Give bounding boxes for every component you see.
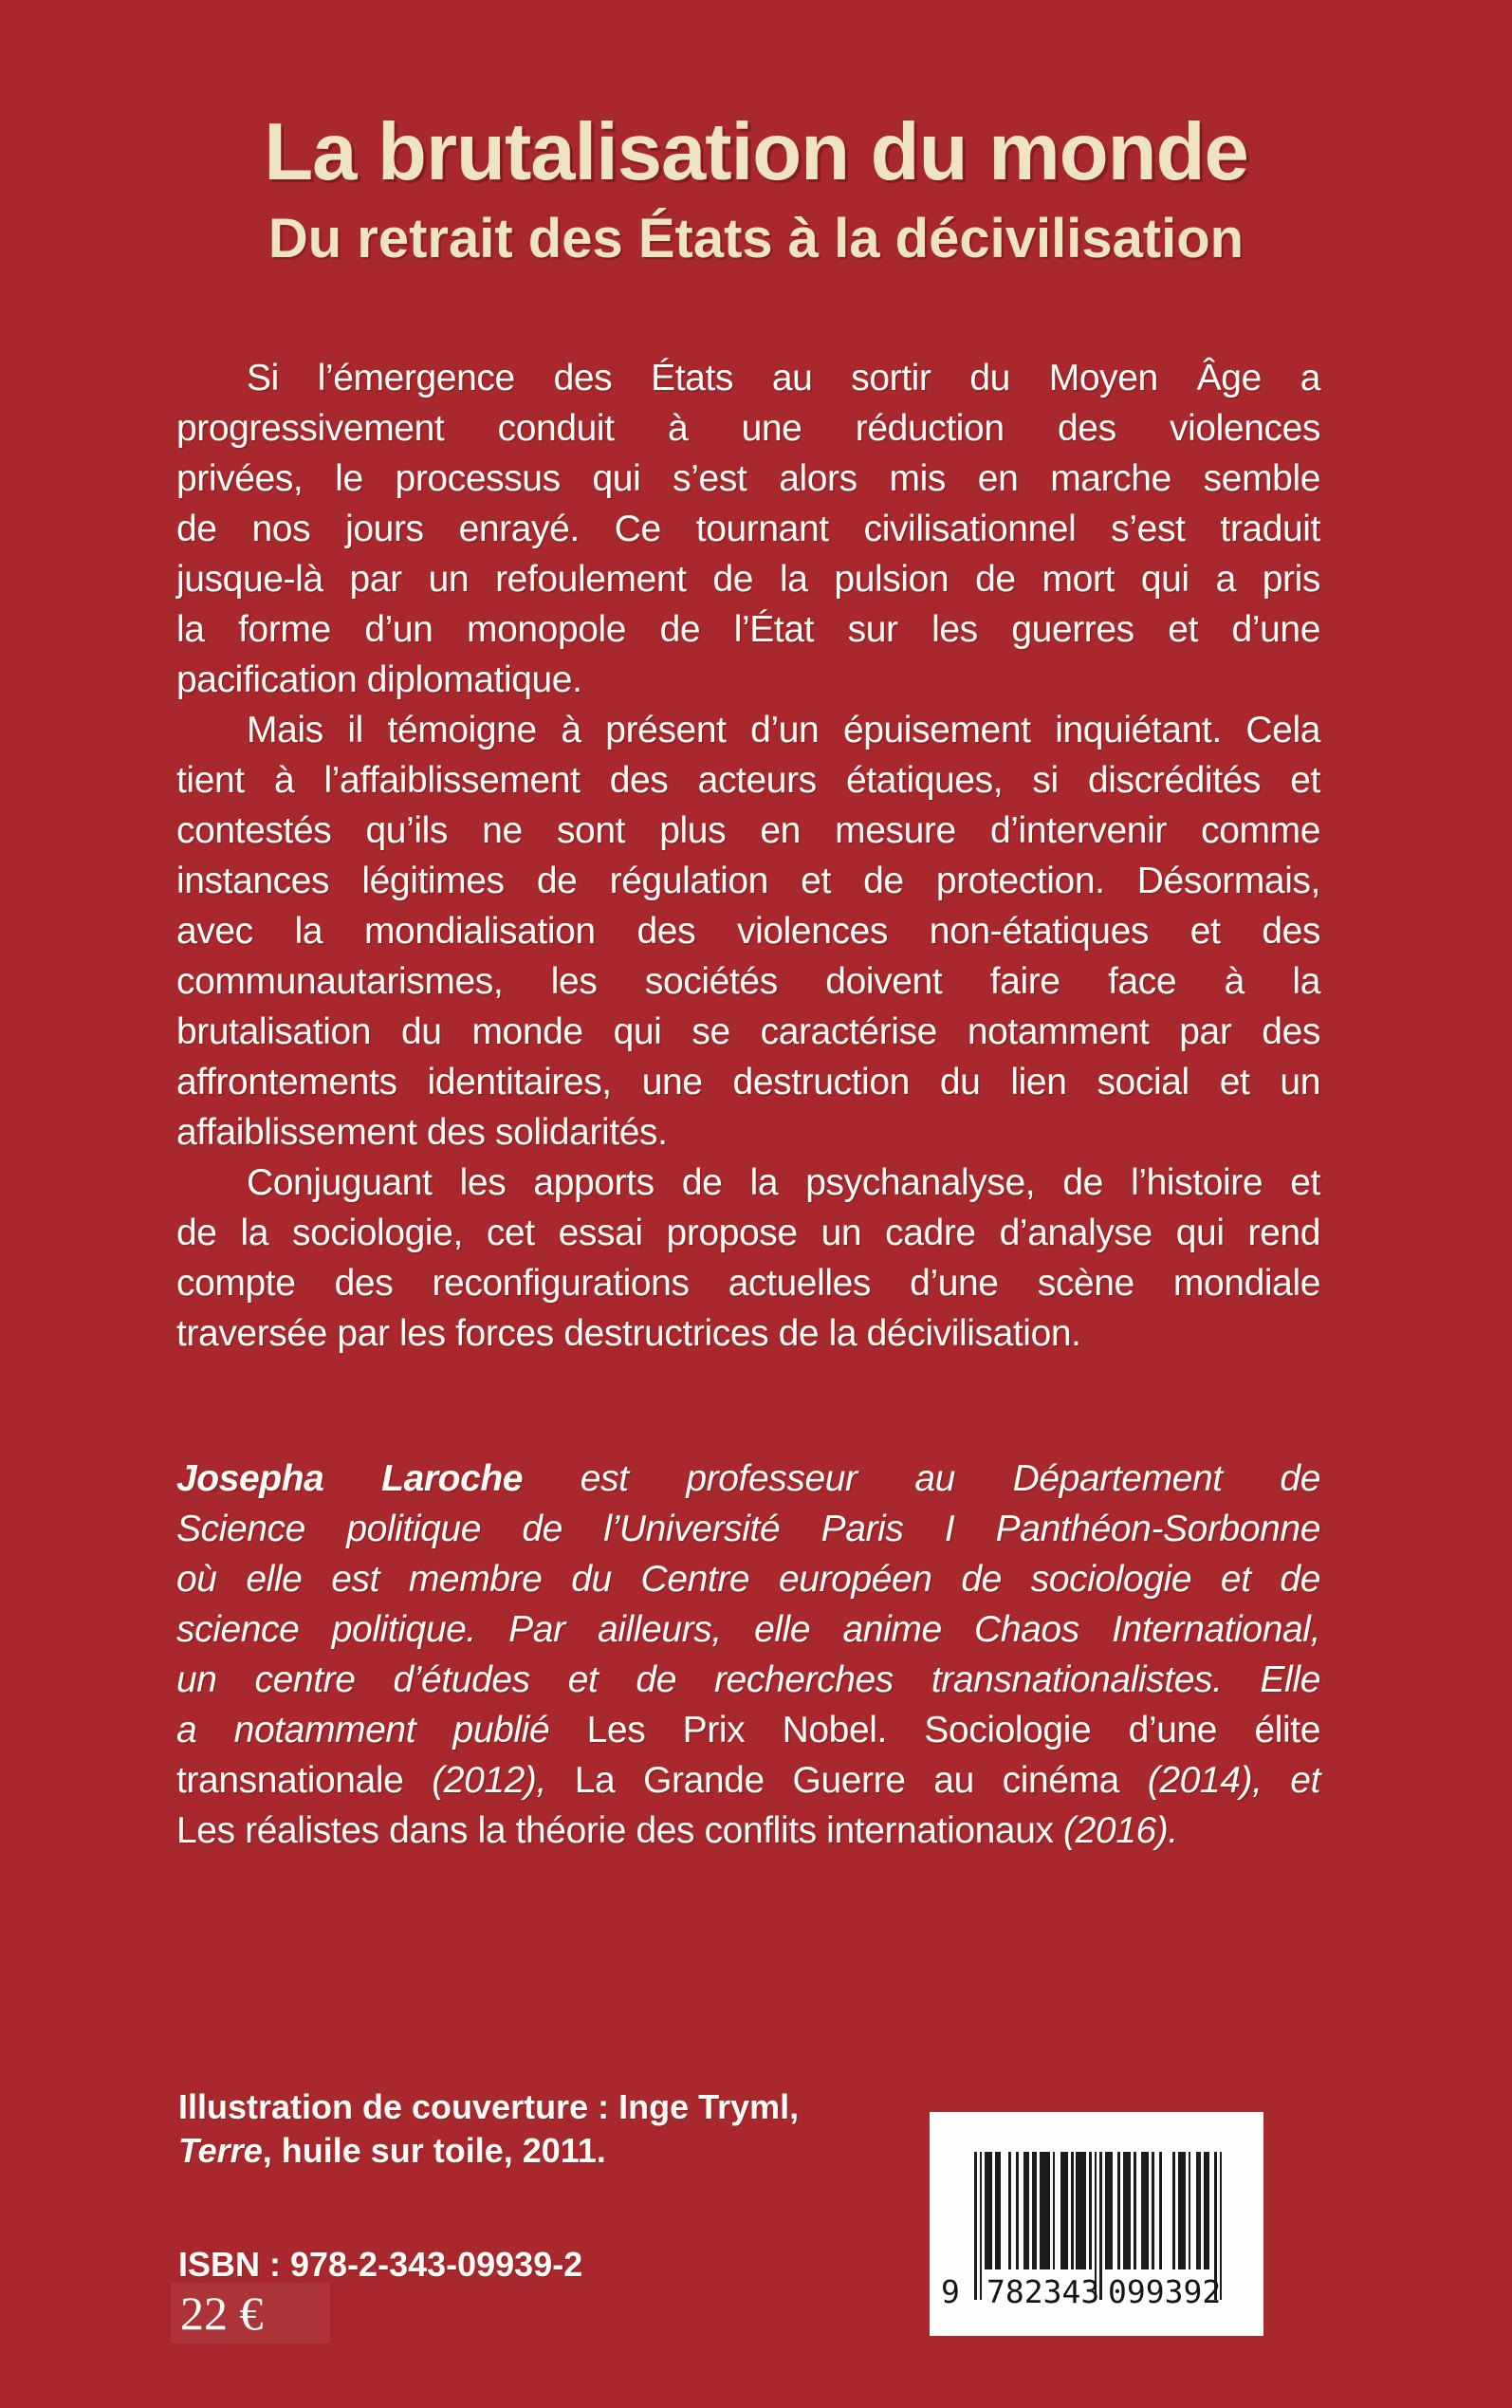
barcode-digit-group1: 782343 bbox=[986, 2273, 1100, 2310]
text-line: traversée par les forces destructrices de la décivilisation. bbox=[176, 1313, 1081, 1354]
barcode-digit-left: 9 bbox=[941, 2273, 960, 2310]
paragraph bbox=[176, 1454, 1320, 1856]
text-line: contestés qu’ils ne sont plus en mesure d’intervenir comme bbox=[176, 810, 1320, 851]
text-line: compte des reconfigurations actuelles d’une scène mondiale bbox=[176, 1263, 1320, 1304]
paragraph bbox=[176, 705, 1320, 1158]
paragraph bbox=[178, 2085, 799, 2173]
text-line: affaiblissement des solidarités. bbox=[176, 1112, 668, 1153]
text-line: science politique. Par ailleurs, elle anime Chaos International, bbox=[176, 1609, 1320, 1650]
text-line: instances légitimes de régulation et de protection. Désormais, bbox=[176, 861, 1320, 901]
text-line: de nos jours enrayé. Ce tournant civilisationnel s’est traduit bbox=[176, 509, 1320, 549]
text-line: où elle est membre du Centre européen de sociologie et de bbox=[176, 1559, 1320, 1600]
text-line: Les réalistes dans la théorie des conflits internationaux (2016). bbox=[176, 1810, 1178, 1851]
text-line: Si l’émergence des États au sortir du Moyen Âge a bbox=[247, 358, 1320, 398]
text-line: tient à l’affaiblissement des acteurs étatiques, si discrédités et bbox=[176, 760, 1320, 801]
title-block bbox=[0, 107, 1512, 269]
cover-illustration-credit bbox=[178, 2085, 799, 2173]
text-line: Illustration de couverture : Inge Tryml, bbox=[178, 2087, 800, 2126]
isbn-text: ISBN : 978-2-343-09939-2 bbox=[178, 2245, 583, 2284]
paragraph bbox=[176, 1158, 1320, 1359]
author-bio-text bbox=[176, 1454, 1320, 1856]
text-line: Josepha Laroche est professeur au Département de bbox=[176, 1458, 1320, 1499]
page-subtitle: Du retrait des États à la décivilisation bbox=[267, 208, 1245, 269]
text-line: la forme d’un monopole de l’État sur les guerres et d’une bbox=[176, 609, 1320, 650]
text-line: pacification diplomatique. bbox=[176, 659, 582, 700]
text-line: de la sociologie, cet essai propose un cadre d’analyse qui rend bbox=[176, 1213, 1320, 1253]
text-line: un centre d’études et de recherches transnationalistes. Elle bbox=[176, 1659, 1320, 1700]
text-line: Science politique de l’Université Paris I Panthéon-Sorbonne bbox=[176, 1509, 1320, 1549]
barcode bbox=[930, 2112, 1263, 2336]
page-title: La brutalisation du monde bbox=[264, 107, 1248, 197]
text-line: brutalisation du monde qui se caractérise notamment par des bbox=[176, 1011, 1320, 1052]
text-line: Terre, huile sur toile, 2011. bbox=[178, 2131, 606, 2170]
barcode-digits bbox=[930, 2269, 1263, 2311]
text-line: Mais il témoigne à présent d’un épuisement inquiétant. Cela bbox=[247, 710, 1320, 750]
paragraph bbox=[176, 353, 1320, 705]
price-text: 22 € bbox=[180, 2287, 264, 2340]
text-line: jusque-là par un refoulement de la pulsion de mort qui a pris bbox=[176, 559, 1320, 600]
text-line: progressivement conduit à une réduction des violences bbox=[176, 408, 1320, 449]
text-line: a notamment publié Les Prix Nobel. Sociologie d’une élite bbox=[176, 1710, 1320, 1750]
text-line: Conjuguant les apports de la psychanalyse, de l’histoire et bbox=[247, 1162, 1320, 1203]
text-line: avec la mondialisation des violences non-étatiques et des bbox=[176, 911, 1320, 952]
text-line: affrontements identitaires, une destruction du lien social et un bbox=[176, 1062, 1320, 1102]
barcode-digit-group2: 099392 bbox=[1108, 2273, 1222, 2310]
text-line: communautarismes, les sociétés doivent faire face à la bbox=[176, 961, 1320, 1002]
text-line: privées, le processus qui s’est alors mis en marche semble bbox=[176, 458, 1320, 499]
synopsis-text bbox=[176, 353, 1320, 1359]
text-line: transnationale (2012), La Grande Guerre au cinéma (2014), et bbox=[176, 1760, 1320, 1801]
